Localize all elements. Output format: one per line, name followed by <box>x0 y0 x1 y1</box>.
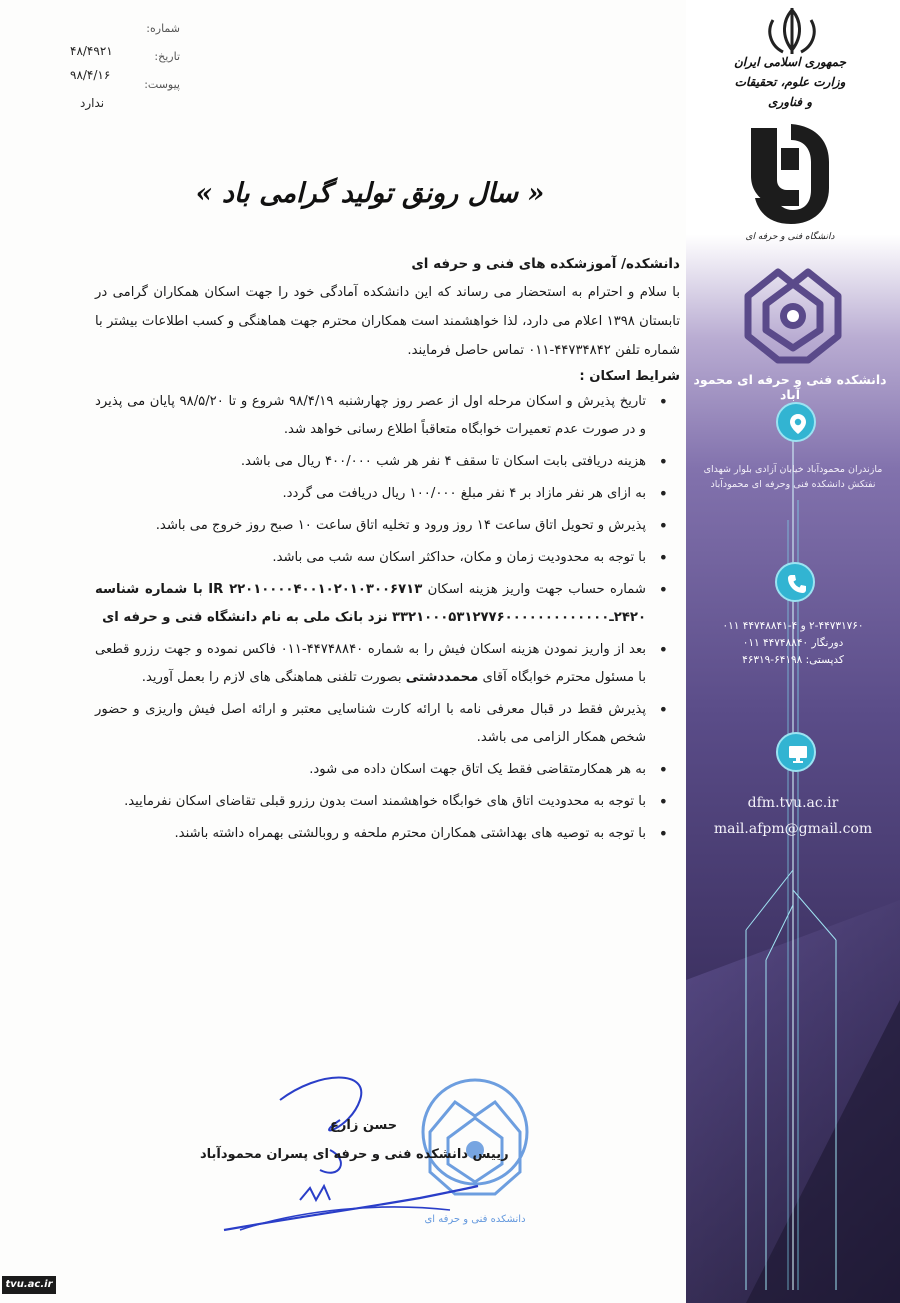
recipient: دانشکده/ آموزشکده های فنی و حرفه ای <box>411 256 680 272</box>
monitor-icon <box>776 732 816 772</box>
condition-item: • با توجه به محدودیت اتاق های خوابگاه خواهشمند است بدون رزرو قبلی تقاضای اسکان نفرمایید. <box>95 788 680 816</box>
date-label: تاریخ: <box>154 50 180 63</box>
dorm-text: بعد از واریز نمودن هزینه اسکان فیش را به شماره ۴۴۷۴۸۸۴۰-۰۱۱ فاکس نموده و جهت رزرو قطعی با مسئول محترم خوابگاه آقای <box>95 642 647 685</box>
web-contacts <box>690 790 896 842</box>
attachment-row <box>60 66 180 110</box>
letter-body <box>95 256 680 852</box>
contact-numbers <box>690 618 896 669</box>
account-id: ۲۴۲۰ـ۳۳۲۱۰۰۰۵۳۱۲۷۷۶۰۰۰۰۰۰۰۰۰۰۰۰۰ <box>391 610 646 625</box>
year-slogan: « سال رونق تولید گرامی باد » <box>195 178 545 209</box>
phone-icon <box>775 562 815 602</box>
dorm-person: محمددشتی <box>405 670 479 685</box>
intro-paragraph: با سلام و احترام به استحضار می رساند که این دانشکده آمادگی خود را جهت اسکان همکاران گرامی در تابستان ۱۳۹۸ اعلام می دارد، لذا خواهشمند است همکاران محترم جهت هماهنگی و کسب اطلاعات بیشتر با شماره تلفن ۴۴۷۳۴۸۴۲-۰۱۱ تماس حاصل فرمایند. <box>95 285 680 358</box>
attachment-label: پیوست: <box>144 78 180 91</box>
condition-item-dorm <box>95 636 680 692</box>
signer-title: رییس دانشکده فنی و حرفه ای پسران محمودآباد <box>200 1147 509 1162</box>
iran-emblem-logo <box>763 6 821 56</box>
college-address: مازندران محمودآباد خیابان آزادی بلوار شهدای نفتکش دانشکده فنی وحرفه ای محمودآباد <box>703 464 883 490</box>
ministry-line-2: وزارت علوم، تحقیقات و فناوری <box>734 75 846 109</box>
phone-line: ۲-۴۴۷۳۱۷۶۰ و ۴-۴۴۷۴۸۸۴۱ ۰۱۱ <box>722 620 864 632</box>
condition-item: • به ازای هر نفر مازاد بر ۴ نفر مبلغ ۱۰۰/۰۰۰ ریال دریافت می گردد. <box>95 480 680 508</box>
letter-meta <box>60 22 180 110</box>
dorm-tail: بصورت تلفنی هماهنگی های لازم را بعمل آورید. <box>141 670 402 685</box>
condition-item: • هزینه دریافتی بابت اسکان تا سقف ۴ نفر هر شب ۴۰۰/۰۰۰ ریال می باشد. <box>95 448 680 476</box>
condition-item: • تاریخ پذیرش و اسکان مرحله اول از عصر روز چهارشنبه ۹۸/۴/۱۹ شروع و تا ۹۸/۵/۲۰ پایان می پذیرد و در صورت عدم تعمیرات خوابگاه متعاقباً اطلاع رسانی خواهد شد. <box>95 388 680 444</box>
postal-code: کدپستی: ۶۴۱۹۸-۴۶۳۱۹ <box>742 654 844 666</box>
ministry-line-1: جمهوری اسلامی ایران <box>733 55 847 69</box>
college-logo <box>738 266 848 366</box>
email-link[interactable]: mail.afpm@gmail.com <box>713 821 873 837</box>
attachment-value: ندارد <box>80 96 105 110</box>
condition-item: • با توجه به محدودیت زمان و مکان، حداکثر اسکان سه شب می باشد. <box>95 544 680 572</box>
tvu-logo <box>745 118 835 230</box>
account-mid: با شماره شناسه <box>95 582 203 597</box>
condition-item: • به هر همکارمتقاضی فقط یک اتاق جهت اسکان داده می شود. <box>95 756 680 784</box>
condition-item: • پذیرش و تحویل اتاق ساعت ۱۴ روز ورود و تخلیه اتاق ساعت ۱۰ صبح روز خروج می باشد. <box>95 512 680 540</box>
condition-item: • با توجه به توصیه های بهداشتی همکاران محترم ملحفه و روبالشتی بهمراه داشته باشند. <box>95 820 680 848</box>
conditions-list <box>95 388 680 848</box>
signer-name: حسن زارع <box>330 1118 398 1133</box>
college-name: دانشکده فنی و حرفه ای محمود آباد <box>693 372 887 402</box>
account-prefix: شماره حساب جهت واریز هزینه اسکان <box>427 582 646 597</box>
date-row <box>60 44 180 82</box>
watermark-tag: tvu.ac.ir <box>2 1276 56 1294</box>
website-link[interactable]: dfm.tvu.ac.ir <box>747 795 839 811</box>
condition-item: • پذیرش فقط در قبال معرفی نامه با ارائه کارت شناسایی معتبر و ارائه اصل فیش واریزی و حضور شخص همکار الزامی می باشد. <box>95 696 680 752</box>
stamp-caption: دانشکده فنی و حرفه ای <box>424 1214 526 1225</box>
ministry-name <box>730 52 850 112</box>
account-suffix: نزد بانک ملی به نام دانشگاه فنی و حرفه ای <box>102 610 388 625</box>
conditions-title: شرایط اسکان : <box>579 369 680 384</box>
fax-line: دورنگار ۴۴۷۴۸۸۴۰ ۰۱۱ <box>742 637 844 649</box>
condition-item-account <box>95 576 680 632</box>
date-value: ۹۸/۴/۱۶ <box>70 68 111 82</box>
account-iban: IR ۲۲۰۱۰۰۰۰۴۰۰۱۰۲۰۱۰۳۰۰۶۷۱۳ <box>208 582 423 597</box>
tvu-logo-caption: دانشگاه فنی و حرفه ای <box>745 232 835 242</box>
number-value: ۴۸/۴۹۲۱ <box>70 44 113 58</box>
location-icon <box>776 402 816 442</box>
number-label: شماره: <box>146 22 180 35</box>
